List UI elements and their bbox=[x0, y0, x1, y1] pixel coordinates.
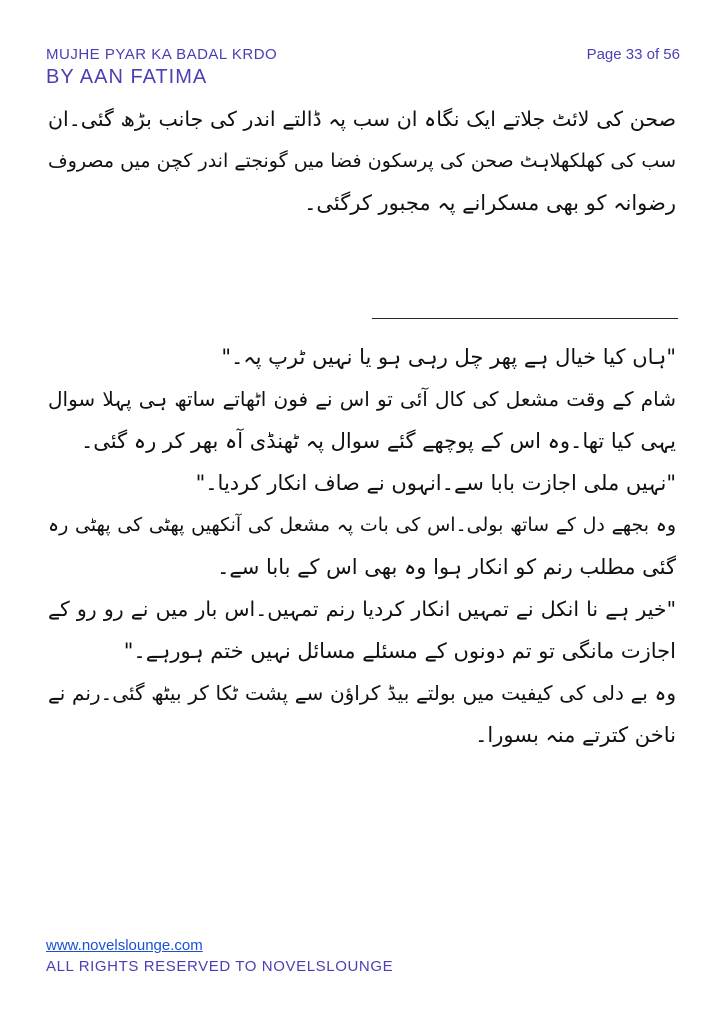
text-line: وہ بجھے دل کے ساتھ بولی۔اس کی بات پہ مشعل کی آنکھیں پھٹی کی پھٹی رہ bbox=[48, 514, 676, 536]
text-line: یہی کیا تھا۔وہ اس کے پوچھے گئے سوال پہ ٹھنڈی آہ بھر کر رہ گئی۔ bbox=[80, 429, 676, 453]
text-line: اجازت مانگی تو تم دونوں کے مسئلے مسائل نہیں ختم ہورہے۔" bbox=[123, 639, 676, 663]
paragraph-block-2 bbox=[48, 336, 676, 756]
text-line: وہ بے دلی کی کیفیت میں بولتے بیڈ کراؤن سے پشت ٹکا کر بیٹھ گئی۔رنم نے bbox=[48, 681, 676, 705]
page-number: Page 33 of 56 bbox=[586, 46, 680, 63]
paragraph-block-1 bbox=[48, 98, 676, 224]
author-name: BY AAN FATIMA bbox=[46, 66, 208, 88]
text-line: شام کے وقت مشعل کی کال آئی تو اس نے فون اٹھاتے ساتھ ہی پہلا سوال bbox=[48, 387, 676, 411]
text-line: رضوانہ کو بھی مسکرانے پہ مجبور کرگئی۔ bbox=[304, 191, 676, 215]
text-line: سب کی کھلکھلاہٹ صحن کی پرسکون فضا میں گونجتے اندر کچن میں مصروف bbox=[48, 150, 676, 172]
website-link[interactable]: www.novelslounge.com bbox=[46, 937, 203, 954]
copyright-notice: ALL RIGHTS RESERVED TO NOVELSLOUNGE bbox=[46, 958, 394, 975]
section-divider bbox=[372, 318, 678, 319]
text-line: "ہاں کیا خیال ہے پھر چل رہی ہو یا نہیں ٹرپ پہ۔" bbox=[221, 345, 676, 369]
text-line: ناخن کترتے منہ بسورا۔ bbox=[475, 723, 676, 747]
novel-title: MUJHE PYAR KA BADAL KRDO bbox=[46, 46, 278, 63]
text-line: "نہیں ملی اجازت بابا سے۔انہوں نے صاف انکار کردیا۔" bbox=[195, 471, 676, 495]
text-line: "خیر ہے نا انکل نے تمہیں انکار کردیا رنم تمہیں۔اس بار میں نے رو رو کے bbox=[48, 597, 676, 621]
text-line: صحن کی لائٹ جلاتے ایک نگاہ ان سب پہ ڈالتے اندر کی جانب بڑھ گئی۔ان bbox=[48, 107, 676, 131]
text-line: گئی مطلب رنم کو انکار ہوا وہ بھی اس کے بابا سے۔ bbox=[217, 555, 676, 579]
